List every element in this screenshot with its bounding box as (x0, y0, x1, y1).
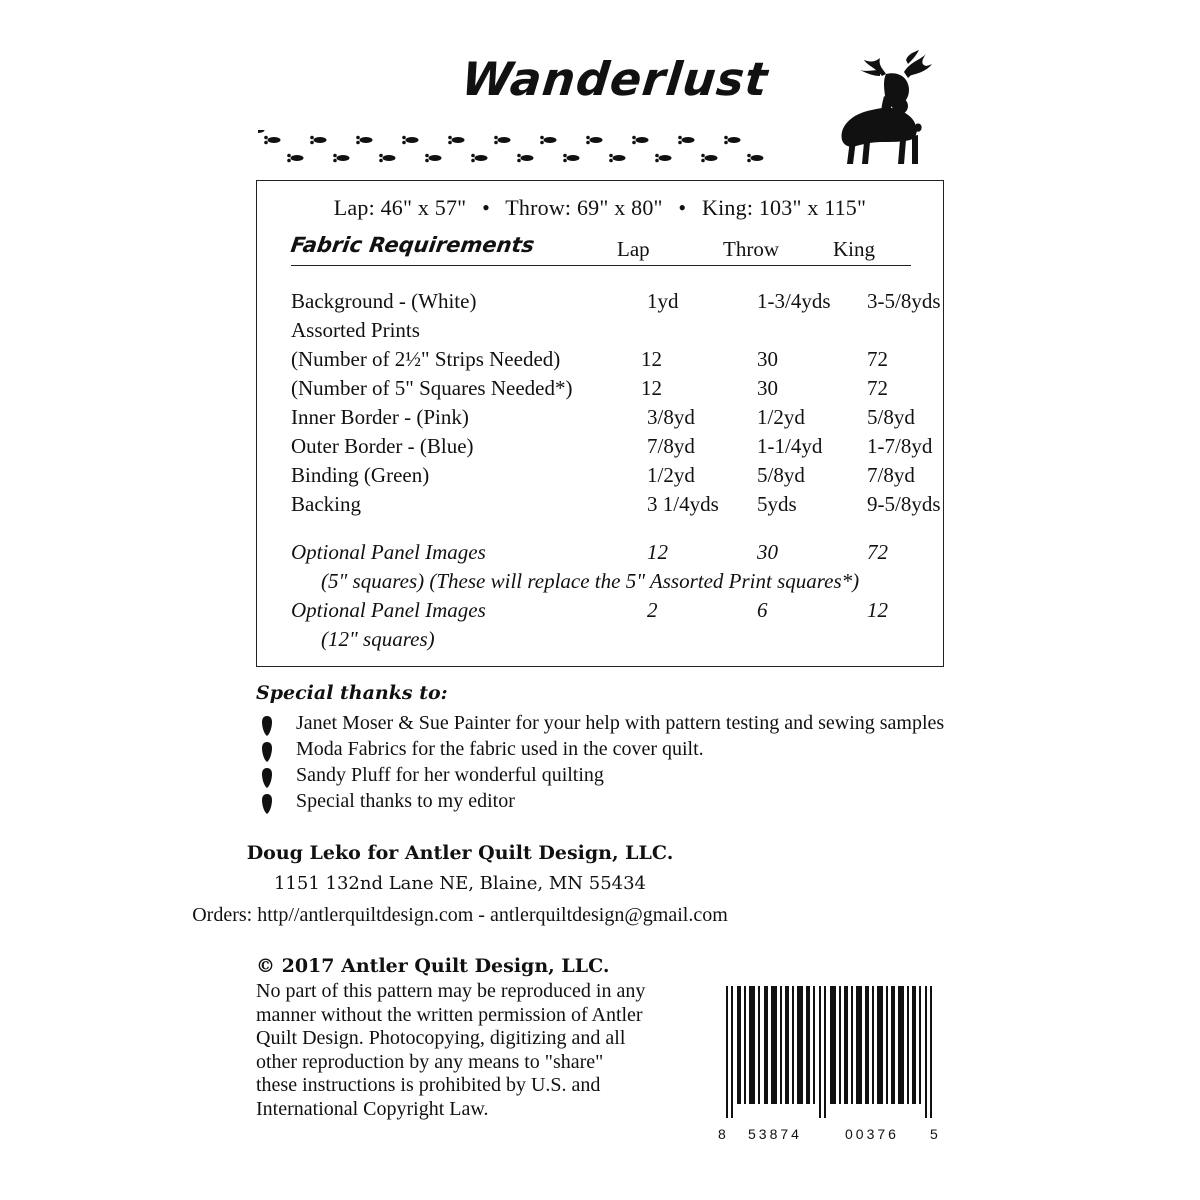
row-lap: 3/8yd (647, 405, 695, 429)
row-throw: 1-1/4yd (757, 434, 823, 458)
row-throw: 1-3/4yds (757, 289, 831, 313)
row-lap: 12 (647, 540, 668, 564)
row-lap: 12 (641, 376, 662, 400)
row-throw: 5/8yd (757, 463, 805, 487)
barcode-icon (718, 986, 950, 1138)
row-lap: 1/2yd (647, 463, 695, 487)
moose-track-bullet-icon (258, 794, 276, 814)
row-label: Backing (291, 492, 361, 516)
row-king: 12 (867, 598, 888, 622)
row-label: Binding (Green) (291, 463, 430, 487)
barcode-digit-left: 8 (718, 1126, 726, 1142)
size-separator-1: • (482, 195, 490, 220)
animal-tracks-icon (258, 130, 778, 170)
barcode-group-1: 53874 (748, 1126, 802, 1142)
row-king: 1-7/8yd (867, 434, 933, 458)
column-header-king: King (833, 237, 875, 261)
row-label: Assorted Prints (291, 318, 420, 342)
moose-track-bullet-icon (258, 742, 276, 762)
row-throw: 1/2yd (757, 405, 805, 429)
barcode-group-2: 00376 (845, 1126, 899, 1142)
company-address: 1151 132nd Lane NE, Blaine, MN 55434 (273, 873, 647, 894)
row-king: 5/8yd (867, 405, 915, 429)
row-king: 72 (867, 540, 888, 564)
row-label: (Number of 5" Squares Needed*) (291, 376, 573, 400)
section-title-fabric-requirements: Fabric Requirements (289, 233, 536, 257)
optional-note-1: (5" squares) (These will replace the 5" Assorted Print squares*) (321, 569, 860, 593)
row-king: 3-5/8yds (867, 289, 941, 313)
row-throw: 30 (757, 376, 778, 400)
moose-track-bullet-icon (258, 768, 276, 788)
fabric-requirements-box (256, 180, 944, 667)
orders-contact[interactable]: Orders: http//antlerquiltdesign.com - antlerquiltdesign@gmail.com (192, 904, 728, 926)
quilt-sizes-line (257, 195, 943, 221)
list-item: Special thanks to my editor (296, 790, 515, 812)
row-label: Optional Panel Images (291, 540, 486, 564)
row-label: (Number of 2½" Strips Needed) (291, 347, 561, 371)
column-header-throw: Throw (723, 237, 779, 261)
row-label: Background - (White) (291, 289, 477, 313)
size-lap: Lap: 46" x 57" (333, 195, 467, 220)
copyright-body: No part of this pattern may be reproduced in any manner without the written permission of Antler Quilt Design. Photocopying, digitizing and all other reproduction by any means to "share" these instructions is prohibited by U.S. and International Copyright Law. (256, 980, 646, 1120)
row-king: 72 (867, 347, 888, 371)
section-title-underline (291, 265, 911, 266)
row-throw: 30 (757, 540, 778, 564)
row-label: Inner Border - (Pink) (291, 405, 469, 429)
row-king: 72 (867, 376, 888, 400)
row-throw: 6 (757, 598, 768, 622)
page-title: Wanderlust (459, 52, 771, 106)
special-thanks-heading: Special thanks to: (256, 682, 448, 704)
row-lap: 1yd (647, 289, 679, 313)
row-label: Outer Border - (Blue) (291, 434, 474, 458)
optional-note-2: (12" squares) (321, 627, 435, 651)
size-throw: Throw: 69" x 80" (505, 195, 663, 220)
barcode-digit-right: 5 (930, 1126, 938, 1142)
size-king: King: 103" x 115" (702, 195, 867, 220)
moose-track-bullet-icon (258, 716, 276, 736)
row-throw: 30 (757, 347, 778, 371)
list-item: Moda Fabrics for the fabric used in the cover quilt. (296, 738, 704, 760)
row-king: 7/8yd (867, 463, 915, 487)
row-king: 9-5/8yds (867, 492, 941, 516)
list-item: Janet Moser & Sue Painter for your help with pattern testing and sewing samples (296, 712, 945, 734)
row-lap: 7/8yd (647, 434, 695, 458)
row-label: Optional Panel Images (291, 598, 486, 622)
size-separator-2: • (678, 195, 687, 220)
copyright-heading: © 2017 Antler Quilt Design, LLC. (256, 955, 610, 977)
row-lap: 3 1/4yds (647, 492, 719, 516)
column-header-lap: Lap (617, 237, 650, 261)
list-item: Sandy Pluff for her wonderful quilting (296, 764, 604, 786)
row-throw: 5yds (757, 492, 797, 516)
moose-silhouette-icon (820, 50, 950, 165)
row-lap: 12 (641, 347, 662, 371)
row-lap: 2 (647, 598, 658, 622)
company-name: Doug Leko for Antler Quilt Design, LLC. (246, 842, 674, 864)
